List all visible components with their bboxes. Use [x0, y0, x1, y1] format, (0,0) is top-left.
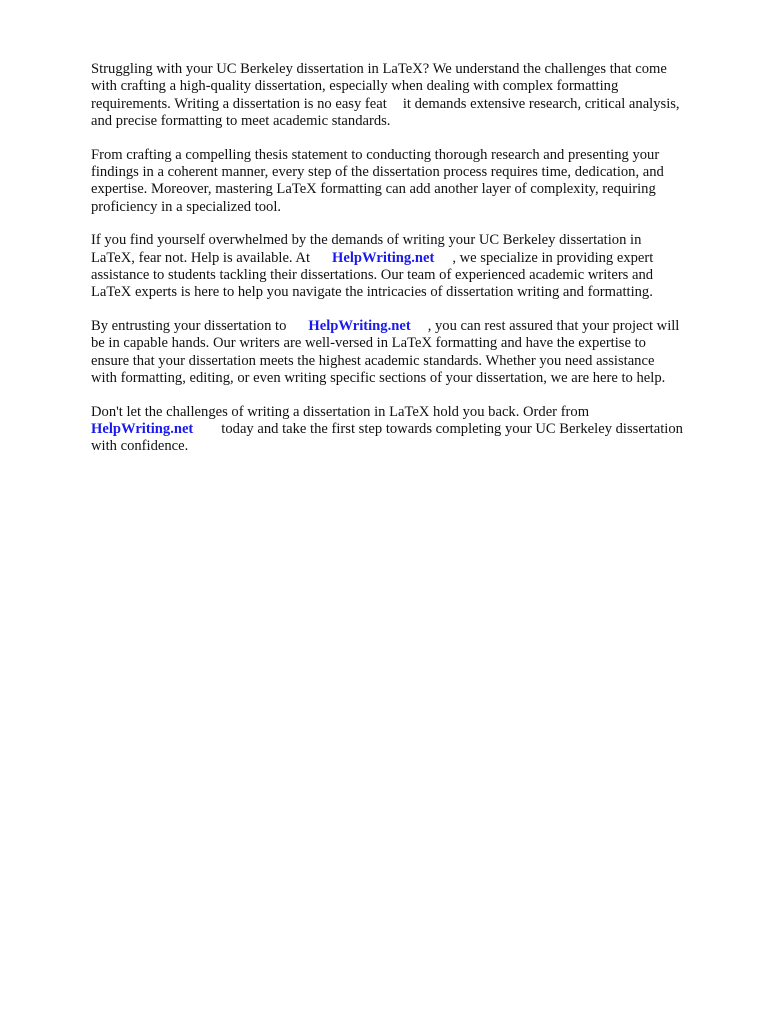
text-line: findings in a coherent manner, every step of the dissertation process requires time, dedication, and — [91, 164, 664, 181]
text-fragment: , we specialize in providing expert — [452, 249, 654, 266]
text-fragment: it demands extensive research, critical analysis, — [402, 95, 680, 112]
text-fragment: LaTeX, fear not. Help is available. At — [91, 249, 311, 266]
text-line — [91, 421, 723, 438]
text-line — [91, 250, 723, 267]
text-line — [91, 96, 723, 113]
text-line: LaTeX experts is here to help you navigate the intricacies of dissertation writing and formatting. — [91, 284, 653, 301]
text-line: and precise formatting to meet academic standards. — [91, 113, 391, 130]
text-fragment: By entrusting your dissertation to — [91, 317, 287, 334]
text-line: expertise. Moreover, mastering LaTeX formatting can add another layer of complexity, requiring — [91, 181, 656, 198]
paragraph-help — [91, 232, 723, 302]
paragraph-process — [91, 147, 723, 217]
text-line — [91, 318, 723, 335]
paragraph-intro — [91, 61, 723, 131]
text-line: assistance to students tackling their dissertations. Our team of experienced academic writers and — [91, 267, 654, 284]
text-fragment: requirements. Writing a dissertation is no easy feat — [91, 95, 387, 112]
document-body — [91, 61, 723, 472]
text-line: Struggling with your UC Berkeley dissertation in LaTeX? We understand the challenges that come — [91, 61, 667, 77]
text-line: Don't let the challenges of writing a dissertation in LaTeX hold you back. Order from — [91, 403, 590, 420]
text-line: If you find yourself overwhelmed by the demands of writing your UC Berkeley dissertation in — [91, 232, 642, 249]
text-fragment: , you can rest assured that your project will — [427, 317, 680, 334]
text-line: From crafting a compelling thesis statement to conducting thorough research and presenting your — [91, 146, 660, 163]
helpwriting-link[interactable]: HelpWriting.net — [308, 317, 411, 334]
paragraph-order — [91, 404, 723, 456]
text-line: with formatting, editing, or even writing specific sections of your dissertation, we are here to help. — [91, 370, 666, 387]
paragraph-entrust — [91, 318, 723, 388]
text-line: with confidence. — [91, 438, 189, 455]
text-line: with crafting a high-quality dissertation, especially when dealing with complex formatting — [91, 78, 619, 95]
text-line: proficiency in a specialized tool. — [91, 198, 282, 215]
text-fragment: today and take the first step towards completing your UC Berkeley dissertation — [221, 420, 683, 437]
helpwriting-link[interactable]: HelpWriting.net — [91, 420, 194, 437]
text-line: ensure that your dissertation meets the highest academic standards. Whether you need assistance — [91, 352, 655, 369]
text-line: be in capable hands. Our writers are well-versed in LaTeX formatting and have the expertise to — [91, 335, 646, 352]
helpwriting-link[interactable]: HelpWriting.net — [332, 249, 435, 266]
